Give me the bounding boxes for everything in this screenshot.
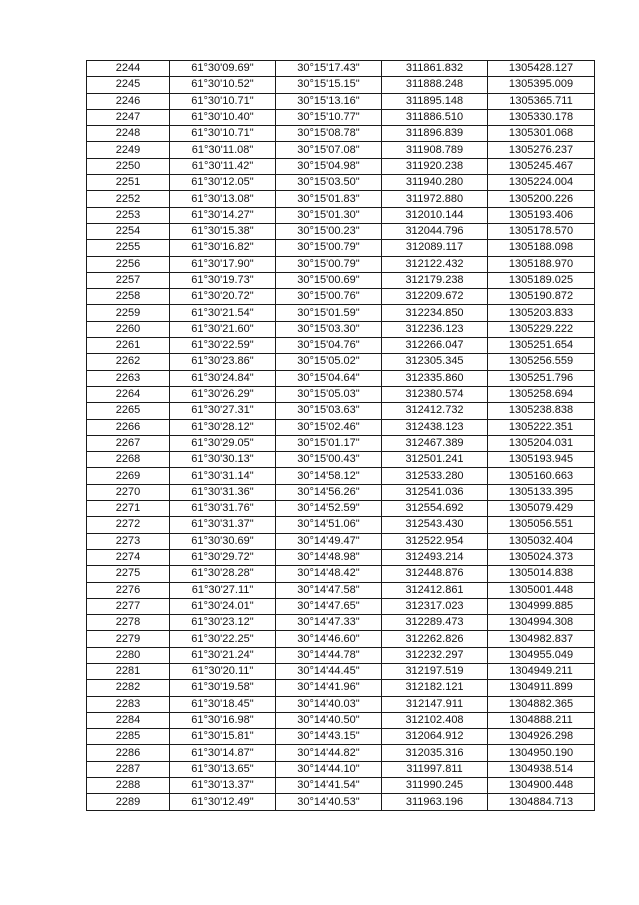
point-number-cell: 2261: [87, 338, 170, 354]
table-row: [87, 77, 595, 93]
x-coordinate-cell: 312089.117: [382, 240, 488, 256]
y-coordinate-cell: 1304950.190: [488, 745, 595, 761]
point-number-cell: 2274: [87, 549, 170, 565]
x-coordinate-cell: 312197.519: [382, 663, 488, 679]
longitude-cell: 30°15'01.30": [276, 207, 382, 223]
point-number-cell: 2286: [87, 745, 170, 761]
x-coordinate-cell: 312448.876: [382, 566, 488, 582]
longitude-cell: 30°15'05.03": [276, 386, 382, 402]
table-row: [87, 386, 595, 402]
point-number-cell: 2260: [87, 321, 170, 337]
table-row: [87, 794, 595, 810]
table-row: [87, 484, 595, 500]
y-coordinate-cell: 1304888.211: [488, 712, 595, 728]
latitude-cell: 61°30'19.73": [170, 272, 276, 288]
latitude-cell: 61°30'10.71": [170, 93, 276, 109]
latitude-cell: 61°30'09.69": [170, 61, 276, 77]
x-coordinate-cell: 312412.732: [382, 403, 488, 419]
x-coordinate-cell: 312064.912: [382, 729, 488, 745]
x-coordinate-cell: 311888.248: [382, 77, 488, 93]
table-row: [87, 256, 595, 272]
longitude-cell: 30°14'41.54": [276, 778, 382, 794]
table-row: [87, 712, 595, 728]
longitude-cell: 30°15'01.83": [276, 191, 382, 207]
longitude-cell: 30°15'00.23": [276, 223, 382, 239]
y-coordinate-cell: 1305133.395: [488, 484, 595, 500]
table-row: [87, 663, 595, 679]
table-row: [87, 533, 595, 549]
point-number-cell: 2270: [87, 484, 170, 500]
x-coordinate-cell: 311895.148: [382, 93, 488, 109]
point-number-cell: 2289: [87, 794, 170, 810]
x-coordinate-cell: 311963.196: [382, 794, 488, 810]
longitude-cell: 30°15'00.79": [276, 240, 382, 256]
longitude-cell: 30°15'07.08": [276, 142, 382, 158]
latitude-cell: 61°30'13.37": [170, 778, 276, 794]
table-row: [87, 354, 595, 370]
longitude-cell: 30°14'47.58": [276, 582, 382, 598]
x-coordinate-cell: 312493.214: [382, 549, 488, 565]
y-coordinate-cell: 1305204.031: [488, 435, 595, 451]
table-row: [87, 566, 595, 582]
y-coordinate-cell: 1304982.837: [488, 631, 595, 647]
x-coordinate-cell: 311997.811: [382, 761, 488, 777]
point-number-cell: 2266: [87, 419, 170, 435]
y-coordinate-cell: 1305200.226: [488, 191, 595, 207]
y-coordinate-cell: 1304955.049: [488, 647, 595, 663]
longitude-cell: 30°14'47.65": [276, 598, 382, 614]
point-number-cell: 2287: [87, 761, 170, 777]
point-number-cell: 2268: [87, 452, 170, 468]
x-coordinate-cell: 312262.826: [382, 631, 488, 647]
x-coordinate-cell: 312501.241: [382, 452, 488, 468]
table-row: [87, 321, 595, 337]
point-number-cell: 2281: [87, 663, 170, 679]
point-number-cell: 2244: [87, 61, 170, 77]
longitude-cell: 30°14'46.60": [276, 631, 382, 647]
latitude-cell: 61°30'16.98": [170, 712, 276, 728]
x-coordinate-cell: 311940.280: [382, 175, 488, 191]
table-row: [87, 240, 595, 256]
table-row: [87, 158, 595, 174]
x-coordinate-cell: 312102.408: [382, 712, 488, 728]
longitude-cell: 30°14'58.12": [276, 468, 382, 484]
longitude-cell: 30°14'49.47": [276, 533, 382, 549]
point-number-cell: 2284: [87, 712, 170, 728]
longitude-cell: 30°15'00.69": [276, 272, 382, 288]
table-row: [87, 598, 595, 614]
table-row: [87, 142, 595, 158]
x-coordinate-cell: 312541.036: [382, 484, 488, 500]
latitude-cell: 61°30'19.58": [170, 680, 276, 696]
x-coordinate-cell: 312236.123: [382, 321, 488, 337]
latitude-cell: 61°30'17.90": [170, 256, 276, 272]
y-coordinate-cell: 1304999.885: [488, 598, 595, 614]
y-coordinate-cell: 1305301.068: [488, 126, 595, 142]
table-row: [87, 272, 595, 288]
table-row: [87, 517, 595, 533]
y-coordinate-cell: 1305256.559: [488, 354, 595, 370]
y-coordinate-cell: 1305160.663: [488, 468, 595, 484]
latitude-cell: 61°30'21.60": [170, 321, 276, 337]
y-coordinate-cell: 1305014.838: [488, 566, 595, 582]
latitude-cell: 61°30'20.11": [170, 663, 276, 679]
y-coordinate-cell: 1304884.713: [488, 794, 595, 810]
longitude-cell: 30°15'01.17": [276, 435, 382, 451]
y-coordinate-cell: 1305245.467: [488, 158, 595, 174]
table-row: [87, 370, 595, 386]
x-coordinate-cell: 312289.473: [382, 615, 488, 631]
latitude-cell: 61°30'24.84": [170, 370, 276, 386]
point-number-cell: 2283: [87, 696, 170, 712]
latitude-cell: 61°30'27.11": [170, 582, 276, 598]
point-number-cell: 2277: [87, 598, 170, 614]
latitude-cell: 61°30'15.38": [170, 223, 276, 239]
x-coordinate-cell: 312147.911: [382, 696, 488, 712]
point-number-cell: 2265: [87, 403, 170, 419]
table-row: [87, 778, 595, 794]
y-coordinate-cell: 1305251.654: [488, 338, 595, 354]
point-number-cell: 2248: [87, 126, 170, 142]
y-coordinate-cell: 1305032.404: [488, 533, 595, 549]
latitude-cell: 61°30'24.01": [170, 598, 276, 614]
point-number-cell: 2272: [87, 517, 170, 533]
point-number-cell: 2253: [87, 207, 170, 223]
latitude-cell: 61°30'30.69": [170, 533, 276, 549]
latitude-cell: 61°30'31.14": [170, 468, 276, 484]
table-row: [87, 582, 595, 598]
table-row: [87, 761, 595, 777]
y-coordinate-cell: 1305365.711: [488, 93, 595, 109]
longitude-cell: 30°15'04.64": [276, 370, 382, 386]
longitude-cell: 30°14'56.26": [276, 484, 382, 500]
y-coordinate-cell: 1305188.970: [488, 256, 595, 272]
y-coordinate-cell: 1304994.308: [488, 615, 595, 631]
longitude-cell: 30°15'01.59": [276, 305, 382, 321]
longitude-cell: 30°15'00.76": [276, 289, 382, 305]
longitude-cell: 30°14'44.45": [276, 663, 382, 679]
point-number-cell: 2267: [87, 435, 170, 451]
point-number-cell: 2282: [87, 680, 170, 696]
x-coordinate-cell: 312266.047: [382, 338, 488, 354]
longitude-cell: 30°14'52.59": [276, 501, 382, 517]
latitude-cell: 61°30'31.76": [170, 501, 276, 517]
longitude-cell: 30°15'10.77": [276, 109, 382, 125]
y-coordinate-cell: 1305189.025: [488, 272, 595, 288]
point-number-cell: 2259: [87, 305, 170, 321]
x-coordinate-cell: 312182.121: [382, 680, 488, 696]
x-coordinate-cell: 311990.245: [382, 778, 488, 794]
longitude-cell: 30°15'15.15": [276, 77, 382, 93]
x-coordinate-cell: 312010.144: [382, 207, 488, 223]
x-coordinate-cell: 311886.510: [382, 109, 488, 125]
table-row: [87, 452, 595, 468]
x-coordinate-cell: 312412.861: [382, 582, 488, 598]
y-coordinate-cell: 1304926.298: [488, 729, 595, 745]
latitude-cell: 61°30'27.31": [170, 403, 276, 419]
table-row: [87, 207, 595, 223]
x-coordinate-cell: 312554.692: [382, 501, 488, 517]
latitude-cell: 61°30'29.72": [170, 549, 276, 565]
longitude-cell: 30°15'00.79": [276, 256, 382, 272]
longitude-cell: 30°14'44.10": [276, 761, 382, 777]
y-coordinate-cell: 1305188.098: [488, 240, 595, 256]
longitude-cell: 30°14'51.06": [276, 517, 382, 533]
latitude-cell: 61°30'21.54": [170, 305, 276, 321]
point-number-cell: 2255: [87, 240, 170, 256]
table-row: [87, 647, 595, 663]
longitude-cell: 30°15'03.50": [276, 175, 382, 191]
table-row: [87, 126, 595, 142]
longitude-cell: 30°14'40.53": [276, 794, 382, 810]
table-row: [87, 419, 595, 435]
point-number-cell: 2252: [87, 191, 170, 207]
latitude-cell: 61°30'11.42": [170, 158, 276, 174]
point-number-cell: 2257: [87, 272, 170, 288]
table-row: [87, 696, 595, 712]
latitude-cell: 61°30'21.24": [170, 647, 276, 663]
x-coordinate-cell: 311908.789: [382, 142, 488, 158]
x-coordinate-cell: 311920.238: [382, 158, 488, 174]
table-row: [87, 289, 595, 305]
coordinates-table-body: [87, 61, 595, 811]
longitude-cell: 30°14'48.42": [276, 566, 382, 582]
y-coordinate-cell: 1305024.373: [488, 549, 595, 565]
table-row: [87, 338, 595, 354]
y-coordinate-cell: 1305251.796: [488, 370, 595, 386]
x-coordinate-cell: 312305.345: [382, 354, 488, 370]
latitude-cell: 61°30'22.25": [170, 631, 276, 647]
table-row: [87, 680, 595, 696]
latitude-cell: 61°30'11.08": [170, 142, 276, 158]
longitude-cell: 30°15'04.98": [276, 158, 382, 174]
point-number-cell: 2246: [87, 93, 170, 109]
point-number-cell: 2249: [87, 142, 170, 158]
point-number-cell: 2280: [87, 647, 170, 663]
coordinates-table: [86, 60, 595, 811]
y-coordinate-cell: 1304882.365: [488, 696, 595, 712]
longitude-cell: 30°15'13.16": [276, 93, 382, 109]
y-coordinate-cell: 1304938.514: [488, 761, 595, 777]
x-coordinate-cell: 312317.023: [382, 598, 488, 614]
longitude-cell: 30°14'43.15": [276, 729, 382, 745]
latitude-cell: 61°30'14.27": [170, 207, 276, 223]
x-coordinate-cell: 311896.839: [382, 126, 488, 142]
x-coordinate-cell: 312035.316: [382, 745, 488, 761]
y-coordinate-cell: 1305222.351: [488, 419, 595, 435]
longitude-cell: 30°15'03.63": [276, 403, 382, 419]
y-coordinate-cell: 1305056.551: [488, 517, 595, 533]
y-coordinate-cell: 1305330.178: [488, 109, 595, 125]
x-coordinate-cell: 312232.297: [382, 647, 488, 663]
table-row: [87, 435, 595, 451]
y-coordinate-cell: 1305193.406: [488, 207, 595, 223]
y-coordinate-cell: 1305238.838: [488, 403, 595, 419]
latitude-cell: 61°30'29.05": [170, 435, 276, 451]
table-row: [87, 468, 595, 484]
latitude-cell: 61°30'12.05": [170, 175, 276, 191]
latitude-cell: 61°30'13.08": [170, 191, 276, 207]
table-row: [87, 501, 595, 517]
y-coordinate-cell: 1304911.899: [488, 680, 595, 696]
longitude-cell: 30°15'05.02": [276, 354, 382, 370]
point-number-cell: 2278: [87, 615, 170, 631]
longitude-cell: 30°15'02.46": [276, 419, 382, 435]
y-coordinate-cell: 1304949.211: [488, 663, 595, 679]
latitude-cell: 61°30'18.45": [170, 696, 276, 712]
point-number-cell: 2254: [87, 223, 170, 239]
latitude-cell: 61°30'10.71": [170, 126, 276, 142]
point-number-cell: 2271: [87, 501, 170, 517]
y-coordinate-cell: 1305258.694: [488, 386, 595, 402]
longitude-cell: 30°15'17.43": [276, 61, 382, 77]
y-coordinate-cell: 1305203.833: [488, 305, 595, 321]
latitude-cell: 61°30'23.12": [170, 615, 276, 631]
x-coordinate-cell: 312209.672: [382, 289, 488, 305]
point-number-cell: 2276: [87, 582, 170, 598]
table-row: [87, 631, 595, 647]
latitude-cell: 61°30'28.12": [170, 419, 276, 435]
y-coordinate-cell: 1305001.448: [488, 582, 595, 598]
x-coordinate-cell: 311972.880: [382, 191, 488, 207]
x-coordinate-cell: 312335.860: [382, 370, 488, 386]
latitude-cell: 61°30'26.29": [170, 386, 276, 402]
table-row: [87, 305, 595, 321]
y-coordinate-cell: 1304900.448: [488, 778, 595, 794]
longitude-cell: 30°14'40.50": [276, 712, 382, 728]
longitude-cell: 30°14'47.33": [276, 615, 382, 631]
point-number-cell: 2245: [87, 77, 170, 93]
longitude-cell: 30°14'44.82": [276, 745, 382, 761]
x-coordinate-cell: 312044.796: [382, 223, 488, 239]
x-coordinate-cell: 312179.238: [382, 272, 488, 288]
point-number-cell: 2256: [87, 256, 170, 272]
table-row: [87, 223, 595, 239]
longitude-cell: 30°15'08.78": [276, 126, 382, 142]
latitude-cell: 61°30'23.86": [170, 354, 276, 370]
table-row: [87, 729, 595, 745]
table-row: [87, 109, 595, 125]
y-coordinate-cell: 1305224.004: [488, 175, 595, 191]
x-coordinate-cell: 312122.432: [382, 256, 488, 272]
point-number-cell: 2288: [87, 778, 170, 794]
longitude-cell: 30°14'44.78": [276, 647, 382, 663]
x-coordinate-cell: 312533.280: [382, 468, 488, 484]
point-number-cell: 2258: [87, 289, 170, 305]
point-number-cell: 2264: [87, 386, 170, 402]
longitude-cell: 30°14'48.98": [276, 549, 382, 565]
x-coordinate-cell: 312234.850: [382, 305, 488, 321]
latitude-cell: 61°30'31.36": [170, 484, 276, 500]
table-row: [87, 175, 595, 191]
x-coordinate-cell: 312380.574: [382, 386, 488, 402]
point-number-cell: 2269: [87, 468, 170, 484]
point-number-cell: 2279: [87, 631, 170, 647]
table-row: [87, 615, 595, 631]
table-row: [87, 93, 595, 109]
x-coordinate-cell: 312543.430: [382, 517, 488, 533]
longitude-cell: 30°15'04.76": [276, 338, 382, 354]
point-number-cell: 2251: [87, 175, 170, 191]
y-coordinate-cell: 1305079.429: [488, 501, 595, 517]
longitude-cell: 30°14'41.96": [276, 680, 382, 696]
y-coordinate-cell: 1305395.009: [488, 77, 595, 93]
y-coordinate-cell: 1305229.222: [488, 321, 595, 337]
x-coordinate-cell: 311861.832: [382, 61, 488, 77]
y-coordinate-cell: 1305178.570: [488, 223, 595, 239]
point-number-cell: 2273: [87, 533, 170, 549]
point-number-cell: 2285: [87, 729, 170, 745]
latitude-cell: 61°30'15.81": [170, 729, 276, 745]
point-number-cell: 2263: [87, 370, 170, 386]
latitude-cell: 61°30'12.49": [170, 794, 276, 810]
table-row: [87, 403, 595, 419]
x-coordinate-cell: 312522.954: [382, 533, 488, 549]
latitude-cell: 61°30'30.13": [170, 452, 276, 468]
point-number-cell: 2250: [87, 158, 170, 174]
longitude-cell: 30°15'00.43": [276, 452, 382, 468]
y-coordinate-cell: 1305190.872: [488, 289, 595, 305]
latitude-cell: 61°30'13.65": [170, 761, 276, 777]
y-coordinate-cell: 1305428.127: [488, 61, 595, 77]
latitude-cell: 61°30'28.28": [170, 566, 276, 582]
table-row: [87, 549, 595, 565]
x-coordinate-cell: 312438.123: [382, 419, 488, 435]
longitude-cell: 30°14'40.03": [276, 696, 382, 712]
longitude-cell: 30°15'03.30": [276, 321, 382, 337]
latitude-cell: 61°30'14.87": [170, 745, 276, 761]
latitude-cell: 61°30'16.82": [170, 240, 276, 256]
latitude-cell: 61°30'20.72": [170, 289, 276, 305]
point-number-cell: 2262: [87, 354, 170, 370]
latitude-cell: 61°30'22.59": [170, 338, 276, 354]
latitude-cell: 61°30'10.52": [170, 77, 276, 93]
table-row: [87, 61, 595, 77]
point-number-cell: 2275: [87, 566, 170, 582]
point-number-cell: 2247: [87, 109, 170, 125]
latitude-cell: 61°30'10.40": [170, 109, 276, 125]
y-coordinate-cell: 1305193.945: [488, 452, 595, 468]
y-coordinate-cell: 1305276.237: [488, 142, 595, 158]
latitude-cell: 61°30'31.37": [170, 517, 276, 533]
table-row: [87, 191, 595, 207]
table-row: [87, 745, 595, 761]
x-coordinate-cell: 312467.389: [382, 435, 488, 451]
